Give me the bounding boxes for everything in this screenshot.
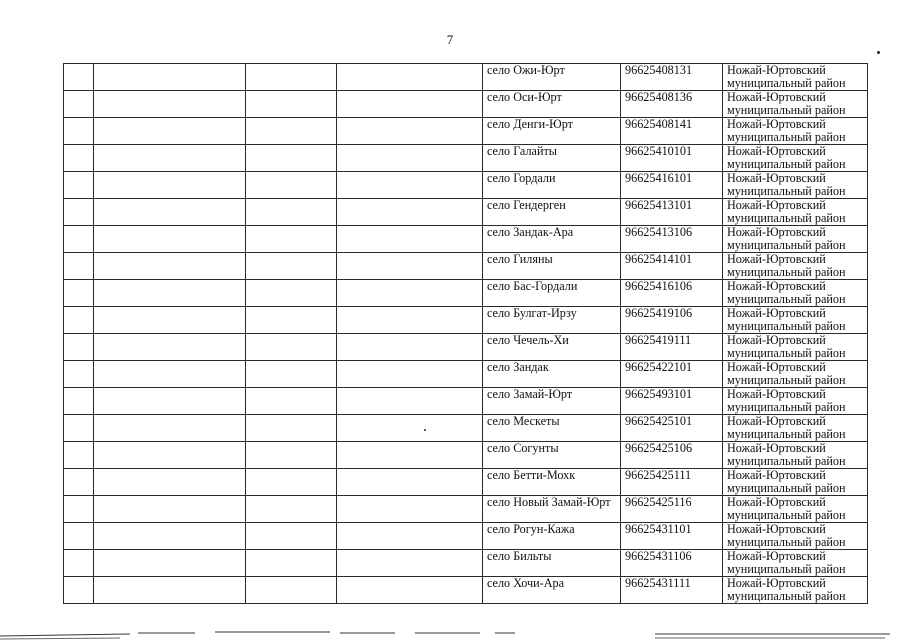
oktmo-code-cell: 96625422101 — [621, 361, 723, 388]
district-cell: Ножай-Юртовский муниципальный район — [723, 64, 868, 91]
empty-cell — [94, 91, 246, 118]
table-row — [64, 280, 868, 307]
empty-cell — [337, 226, 483, 253]
oktmo-code-cell: 96625408131 — [621, 64, 723, 91]
table-row — [64, 199, 868, 226]
district-cell: Ножай-Юртовский муниципальный район — [723, 361, 868, 388]
empty-cell — [246, 334, 337, 361]
empty-cell — [64, 307, 94, 334]
empty-cell — [246, 388, 337, 415]
table-row — [64, 307, 868, 334]
empty-cell — [337, 523, 483, 550]
empty-cell — [94, 550, 246, 577]
empty-cell — [94, 496, 246, 523]
district-cell: Ножай-Юртовский муниципальный район — [723, 226, 868, 253]
empty-cell — [94, 388, 246, 415]
oktmo-code-cell: 96625425106 — [621, 442, 723, 469]
settlement-cell: село Галайты — [483, 145, 621, 172]
empty-cell — [64, 118, 94, 145]
empty-cell — [246, 361, 337, 388]
empty-cell — [337, 199, 483, 226]
table-row — [64, 361, 868, 388]
settlement-cell: село Рогун-Кажа — [483, 523, 621, 550]
empty-cell — [246, 577, 337, 604]
empty-cell — [337, 361, 483, 388]
settlement-cell: село Денги-Юрт — [483, 118, 621, 145]
empty-cell — [246, 253, 337, 280]
table-row — [64, 550, 868, 577]
empty-cell — [94, 64, 246, 91]
empty-cell — [337, 118, 483, 145]
settlement-cell: село Чечель-Хи — [483, 334, 621, 361]
empty-cell — [64, 280, 94, 307]
district-cell: Ножай-Юртовский муниципальный район — [723, 550, 868, 577]
settlement-cell: село Булгат-Ирзу — [483, 307, 621, 334]
empty-cell — [246, 496, 337, 523]
empty-cell — [337, 280, 483, 307]
settlement-cell: село Гиляны — [483, 253, 621, 280]
scan-artifact-lines — [0, 628, 904, 640]
oktmo-code-cell: 96625419106 — [621, 307, 723, 334]
empty-cell — [94, 577, 246, 604]
table-body — [64, 64, 868, 604]
settlement-cell: село Мескеты — [483, 415, 621, 442]
table-row — [64, 253, 868, 280]
table-row — [64, 64, 868, 91]
empty-cell — [94, 523, 246, 550]
empty-cell — [246, 91, 337, 118]
settlements-table — [63, 63, 868, 604]
empty-cell — [337, 172, 483, 199]
empty-cell — [246, 280, 337, 307]
empty-cell — [246, 226, 337, 253]
district-cell: Ножай-Юртовский муниципальный район — [723, 334, 868, 361]
district-cell: Ножай-Юртовский муниципальный район — [723, 415, 868, 442]
empty-cell — [94, 415, 246, 442]
district-cell: Ножай-Юртовский муниципальный район — [723, 199, 868, 226]
oktmo-code-cell: 96625419111 — [621, 334, 723, 361]
oktmo-code-cell: 96625431111 — [621, 577, 723, 604]
empty-cell — [337, 442, 483, 469]
table-row — [64, 334, 868, 361]
empty-cell — [64, 550, 94, 577]
settlement-cell: село Оси-Юрт — [483, 91, 621, 118]
empty-cell — [337, 496, 483, 523]
oktmo-code-cell: 96625425111 — [621, 469, 723, 496]
empty-cell — [64, 91, 94, 118]
oktmo-code-cell: 96625414101 — [621, 253, 723, 280]
table-row — [64, 91, 868, 118]
district-cell: Ножай-Юртовский муниципальный район — [723, 118, 868, 145]
empty-cell — [64, 496, 94, 523]
table-row — [64, 388, 868, 415]
settlement-cell: село Хочи-Ара — [483, 577, 621, 604]
settlement-cell: село Зандак — [483, 361, 621, 388]
oktmo-code-cell: 96625413101 — [621, 199, 723, 226]
settlement-cell: село Бас-Гордали — [483, 280, 621, 307]
empty-cell — [94, 226, 246, 253]
empty-cell — [94, 361, 246, 388]
settlement-cell: село Согунты — [483, 442, 621, 469]
empty-cell — [246, 145, 337, 172]
table-row — [64, 415, 868, 442]
oktmo-code-cell: 96625410101 — [621, 145, 723, 172]
empty-cell — [337, 253, 483, 280]
table-row — [64, 145, 868, 172]
district-cell: Ножай-Юртовский муниципальный район — [723, 577, 868, 604]
empty-cell — [246, 172, 337, 199]
empty-cell — [246, 118, 337, 145]
empty-cell — [246, 64, 337, 91]
table-row — [64, 523, 868, 550]
table-row — [64, 118, 868, 145]
empty-cell — [246, 199, 337, 226]
settlement-cell: село Гордали — [483, 172, 621, 199]
empty-cell — [337, 91, 483, 118]
empty-cell — [64, 199, 94, 226]
empty-cell — [64, 361, 94, 388]
settlement-cell: село Бильты — [483, 550, 621, 577]
district-cell: Ножай-Юртовский муниципальный район — [723, 469, 868, 496]
empty-cell — [64, 388, 94, 415]
settlement-cell: село Зандак-Ара — [483, 226, 621, 253]
empty-cell — [337, 145, 483, 172]
empty-cell — [337, 415, 483, 442]
district-cell: Ножай-Юртовский муниципальный район — [723, 523, 868, 550]
settlement-cell: село Ожи-Юрт — [483, 64, 621, 91]
empty-cell — [94, 145, 246, 172]
settlement-cell: село Бетти-Мохк — [483, 469, 621, 496]
oktmo-code-cell: 96625493101 — [621, 388, 723, 415]
empty-cell — [94, 307, 246, 334]
settlement-cell: село Новый Замай-Юрт — [483, 496, 621, 523]
empty-cell — [246, 415, 337, 442]
settlement-cell: село Замай-Юрт — [483, 388, 621, 415]
empty-cell — [246, 523, 337, 550]
oktmo-code-cell: 96625425101 — [621, 415, 723, 442]
empty-cell — [64, 415, 94, 442]
empty-cell — [64, 64, 94, 91]
district-cell: Ножай-Юртовский муниципальный район — [723, 91, 868, 118]
oktmo-code-cell: 96625431101 — [621, 523, 723, 550]
empty-cell — [337, 577, 483, 604]
district-cell: Ножай-Юртовский муниципальный район — [723, 172, 868, 199]
empty-cell — [94, 469, 246, 496]
table-row — [64, 226, 868, 253]
empty-cell — [337, 307, 483, 334]
empty-cell — [94, 334, 246, 361]
empty-cell — [64, 226, 94, 253]
empty-cell — [337, 550, 483, 577]
empty-cell — [337, 64, 483, 91]
empty-cell — [246, 469, 337, 496]
empty-cell — [337, 388, 483, 415]
table-row — [64, 469, 868, 496]
empty-cell — [64, 523, 94, 550]
empty-cell — [94, 280, 246, 307]
empty-cell — [64, 172, 94, 199]
district-cell: Ножай-Юртовский муниципальный район — [723, 253, 868, 280]
empty-cell — [94, 172, 246, 199]
table-row — [64, 172, 868, 199]
empty-cell — [64, 442, 94, 469]
table-row — [64, 442, 868, 469]
empty-cell — [94, 118, 246, 145]
empty-cell — [64, 469, 94, 496]
empty-cell — [246, 550, 337, 577]
empty-cell — [94, 253, 246, 280]
empty-cell — [64, 253, 94, 280]
oktmo-code-cell: 96625408141 — [621, 118, 723, 145]
district-cell: Ножай-Юртовский муниципальный район — [723, 496, 868, 523]
empty-cell — [337, 334, 483, 361]
empty-cell — [64, 145, 94, 172]
settlement-cell: село Гендерген — [483, 199, 621, 226]
empty-cell — [64, 577, 94, 604]
oktmo-code-cell: 96625413106 — [621, 226, 723, 253]
oktmo-code-cell: 96625416101 — [621, 172, 723, 199]
empty-cell — [94, 199, 246, 226]
district-cell: Ножай-Юртовский муниципальный район — [723, 280, 868, 307]
empty-cell — [64, 334, 94, 361]
oktmo-code-cell: 96625425116 — [621, 496, 723, 523]
oktmo-code-cell: 96625408136 — [621, 91, 723, 118]
table-row — [64, 577, 868, 604]
district-cell: Ножай-Юртовский муниципальный район — [723, 388, 868, 415]
oktmo-code-cell: 96625431106 — [621, 550, 723, 577]
district-cell: Ножай-Юртовский муниципальный район — [723, 442, 868, 469]
oktmo-code-cell: 96625416106 — [621, 280, 723, 307]
empty-cell — [246, 307, 337, 334]
district-cell: Ножай-Юртовский муниципальный район — [723, 145, 868, 172]
empty-cell — [337, 469, 483, 496]
table-row — [64, 496, 868, 523]
empty-cell — [246, 442, 337, 469]
scan-speck — [877, 51, 880, 54]
page-number: 7 — [446, 32, 454, 47]
empty-cell — [94, 442, 246, 469]
district-cell: Ножай-Юртовский муниципальный район — [723, 307, 868, 334]
